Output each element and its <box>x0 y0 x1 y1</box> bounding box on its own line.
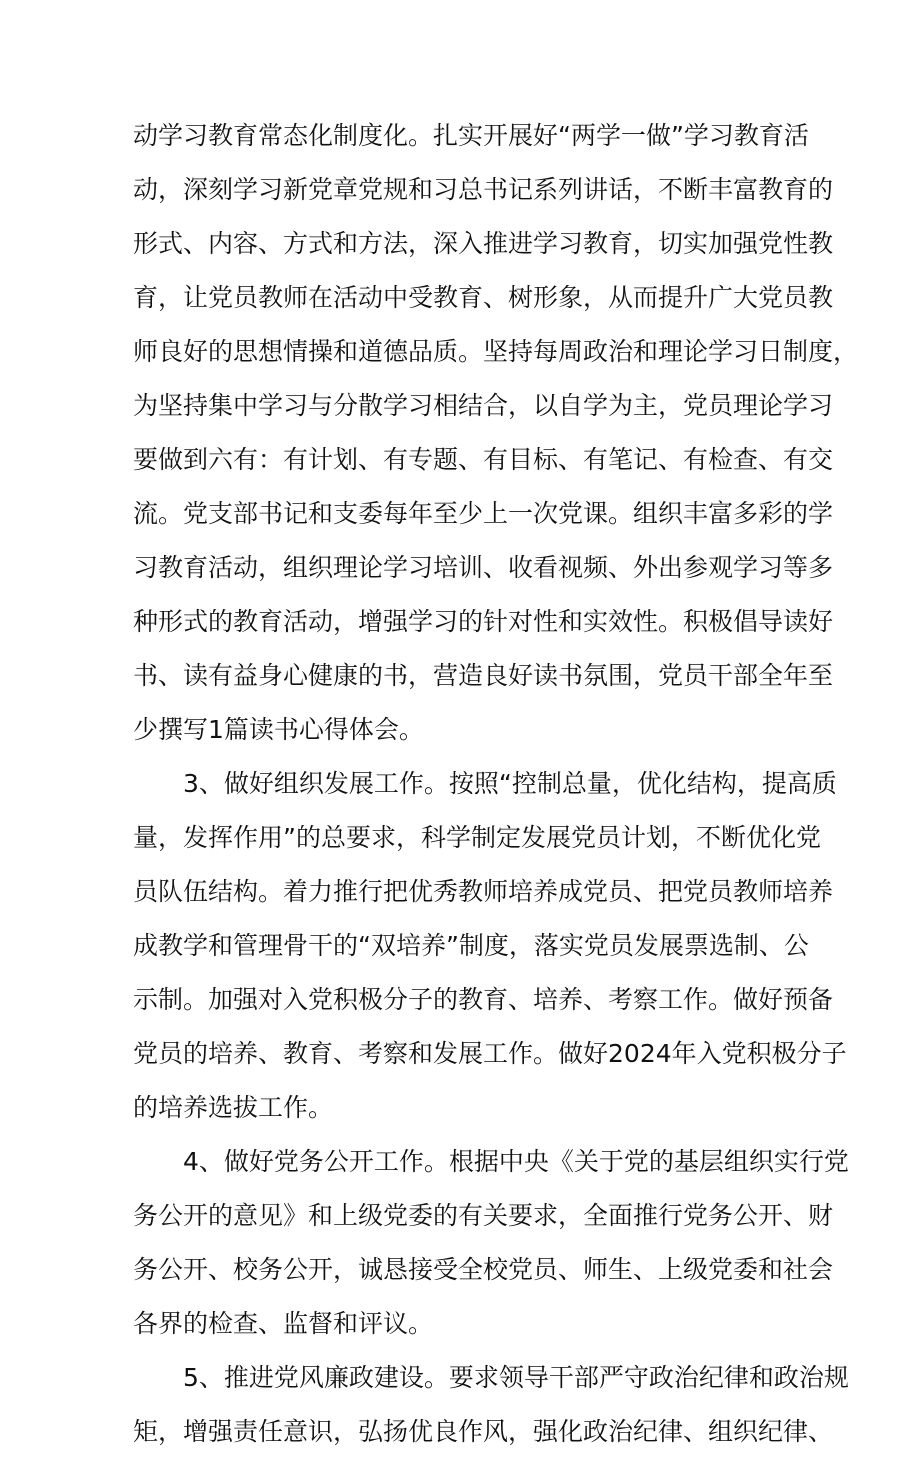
text-line: 示制。加强对入党积极分子的教育、培养、考察工作。做好预备 <box>133 985 834 1014</box>
text-line: 各界的检查、监督和评议。 <box>133 1309 434 1338</box>
text-line: 种形式的教育活动，增强学习的针对性和实效性。积极倡导读好 <box>133 607 834 636</box>
text-line: 少撰写1篇读书心得体会。 <box>133 715 424 744</box>
paragraph-3-start: 3、做好组织发展工作。按照“控制总量，优化结构，提高质 <box>183 769 837 798</box>
text-line: 成教学和管理骨干的“双培养”制度，落实党员发展票选制、公 <box>133 931 809 960</box>
text-line: 要做到六有：有计划、有专题、有目标、有笔记、有检查、有交 <box>133 445 834 474</box>
text-line: 党员的培养、教育、考察和发展工作。做好2024年入党积极分子 <box>133 1039 847 1068</box>
text-line: 为坚持集中学习与分散学习相结合，以自学为主，党员理论学习 <box>133 391 834 420</box>
text-line: 师良好的思想情操和道德品质。坚持每周政治和理论学习日制度， <box>133 337 859 366</box>
text-line: 员队伍结构。着力推行把优秀教师培养成党员、把党员教师培养 <box>133 877 834 906</box>
paragraph-5-start: 5、推进党风廉政建设。要求领导干部严守政治纪律和政治规 <box>183 1363 849 1392</box>
text-line: 动学习教育常态化制度化。扎实开展好“两学一做”学习教育活 <box>133 121 809 150</box>
document-body <box>133 109 859 1459</box>
text-line: 的培养选拔工作。 <box>133 1093 334 1122</box>
text-line: 动，深刻学习新党章党规和习总书记系列讲话，不断丰富教育的 <box>133 175 834 204</box>
text-line: 务公开的意见》和上级党委的有关要求，全面推行党务公开、财 <box>133 1201 834 1230</box>
text-line: 习教育活动，组织理论学习培训、收看视频、外出参观学习等多 <box>133 553 834 582</box>
text-line: 矩，增强责任意识，弘扬优良作风，强化政治纪律、组织纪律、 <box>133 1417 834 1446</box>
text-line: 育，让党员教师在活动中受教育、树形象，从而提升广大党员教 <box>133 283 834 312</box>
text-line: 流。党支部书记和支委每年至少上一次党课。组织丰富多彩的学 <box>133 499 834 528</box>
text-line: 形式、内容、方式和方法，深入推进学习教育，切实加强党性教 <box>133 229 834 258</box>
text-line: 量，发挥作用”的总要求，科学制定发展党员计划，不断优化党 <box>133 823 821 852</box>
text-line: 务公开、校务公开，诚恳接受全校党员、师生、上级党委和社会 <box>133 1255 834 1284</box>
paragraph-4-start: 4、做好党务公开工作。根据中央《关于党的基层组织实行党 <box>183 1147 849 1176</box>
text-line: 书、读有益身心健康的书，营造良好读书氛围，党员干部全年至 <box>133 661 834 690</box>
